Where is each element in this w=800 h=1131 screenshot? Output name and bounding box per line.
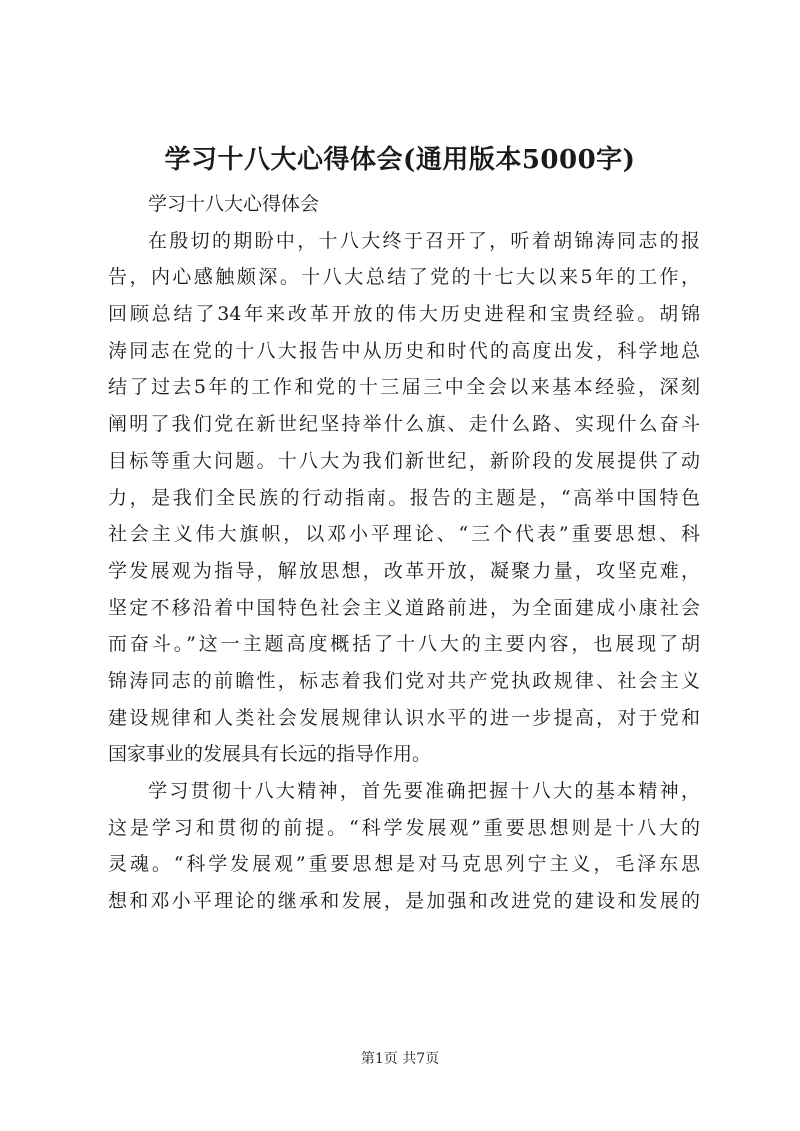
paragraph-line: 建设规律和人类社会发展规律认识水平的进一步提高，对于党和 [108, 706, 700, 729]
paragraph-line: 告，内心感触颇深。十八大总结了党的十七大以来5年的工作， [108, 266, 700, 289]
paragraph-line: 力，是我们全民族的行动指南。报告的主题是，“高举中国特色 [108, 486, 700, 509]
paragraph-line: 在殷切的期盼中，十八大终于召开了，听着胡锦涛同志的报 [148, 229, 700, 252]
page-number-footer: 第1页 共7页 [360, 1051, 440, 1067]
subtitle-line: 学习十八大心得体会 [148, 193, 320, 215]
paragraph-line: 想和邓小平理论的继承和发展，是加强和改进党的建设和发展的 [108, 890, 700, 913]
paragraph-line: 结了过去5年的工作和党的十三届三中全会以来基本经验，深刻 [108, 376, 700, 399]
paragraph-line: 锦涛同志的前瞻性，标志着我们党对共产党执政规律、社会主义 [108, 669, 700, 692]
paragraph-line: 回顾总结了34年来改革开放的伟大历史进程和宝贵经验。胡锦 [108, 303, 700, 326]
paragraph-line: 社会主义伟大旗帜，以邓小平理论、“三个代表”重要思想、科 [108, 523, 700, 546]
paragraph-line: 坚定不移沿着中国特色社会主义道路前进，为全面建成小康社会 [108, 596, 700, 619]
paragraph-line: 这是学习和贯彻的前提。“科学发展观”重要思想则是十八大的 [108, 816, 700, 839]
paragraph-line: 而奋斗。”这一主题高度概括了十八大的主要内容，也展现了胡 [108, 633, 700, 656]
paragraph-line: 灵魂。“科学发展观”重要思想是对马克思列宁主义，毛泽东思 [108, 853, 700, 876]
paragraph-line: 阐明了我们党在新世纪坚持举什么旗、走什么路、实现什么奋斗 [108, 413, 700, 436]
paragraph-line: 目标等重大问题。十八大为我们新世纪，新阶段的发展提供了动 [108, 449, 700, 472]
paragraph-line: 学发展观为指导，解放思想，改革开放，凝聚力量，攻坚克难， [108, 559, 700, 582]
document-title: 学习十八大心得体会(通用版本5000字) [164, 145, 636, 175]
paragraph-line: 国家事业的发展具有长远的指导作用。 [108, 743, 432, 766]
paragraph-line: 涛同志在党的十八大报告中从历史和时代的高度出发，科学地总 [108, 339, 700, 362]
paragraph-line: 学习贯彻十八大精神，首先要准确把握十八大的基本精神， [148, 780, 700, 802]
document-body [108, 186, 700, 920]
